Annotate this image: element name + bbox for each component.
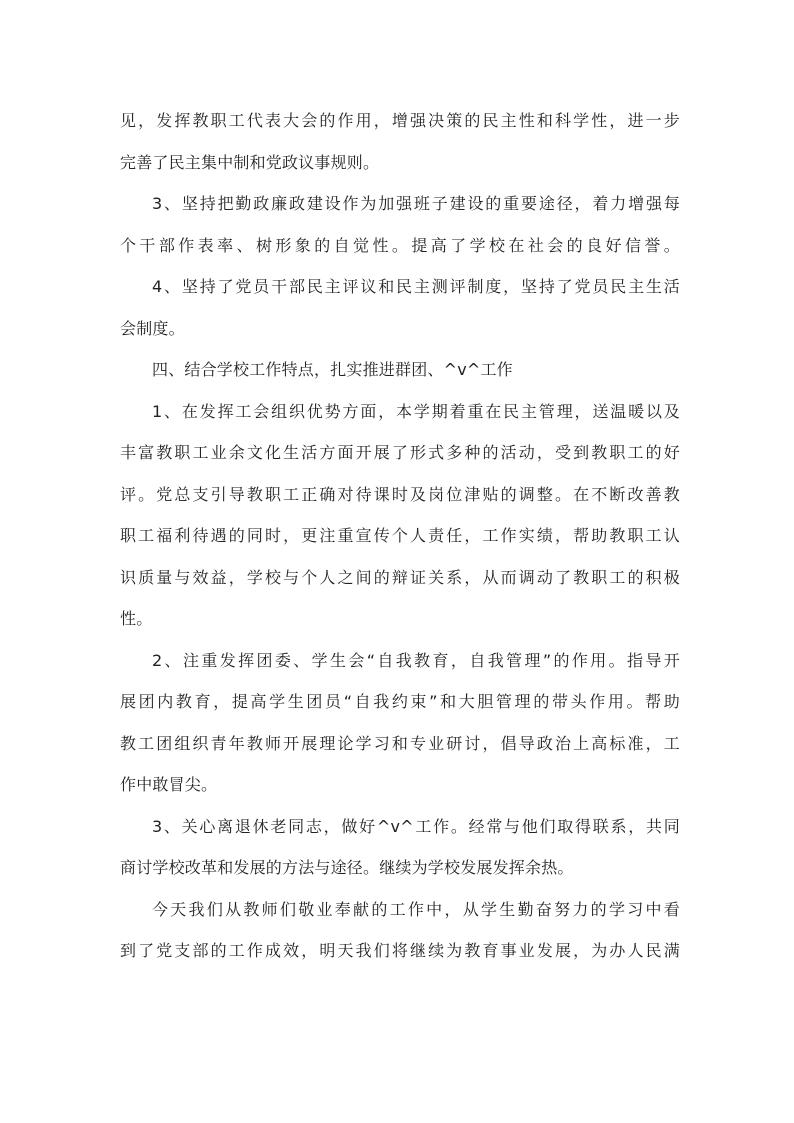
text-line: 1、在发挥工会组织优势方面，本学期着重在民主管理，送温暖以及: [152, 401, 680, 421]
text-line: 到了党支部的工作成效，明天我们将继续为教育事业发展，为办人民满: [120, 941, 680, 960]
text-line: 作中敢冒尖。: [120, 775, 218, 794]
text-line: 3、关心离退休老同志，做好^v^工作。经常与他们取得联系，共同: [152, 816, 680, 836]
text-line: 评。党总支引导教职工正确对待课时及岗位津贴的调整。在不断改善教: [120, 484, 680, 504]
document-body: [120, 100, 680, 972]
text-line: 会制度。: [120, 318, 185, 338]
text-line: 完善了民主集中制和党政议事规则。: [120, 152, 380, 172]
text-line: 今天我们从教师们敬业奉献的工作中，从学生勤奋努力的学习中看: [152, 899, 680, 919]
text-line: 4、坚持了党员干部民主评议和民主测评制度，坚持了党员民主生活: [152, 277, 680, 296]
text-line: 商讨学校改革和发展的方法与途径。继续为学校发展发挥余热。: [120, 858, 574, 877]
text-line: 2、注重发挥团委、学生会“自我教育，自我管理”的作用。指导开: [152, 650, 680, 670]
text-line: 展团内教育，提高学生团员“自我约束”和大胆管理的带头作用。帮助: [120, 692, 680, 711]
text-line: 性。: [120, 609, 153, 628]
text-line: 丰富教职工业余文化生活方面开展了形式多种的活动，受到教职工的好: [120, 443, 680, 462]
text-line: 3、坚持把勤政廉政建设作为加强班子建设的重要途径，着力增强每: [152, 194, 680, 213]
text-line: 职工福利待遇的同时，更注重宣传个人责任，工作实绩，帮助教职工认: [120, 526, 680, 545]
text-line: 见，发挥教职工代表大会的作用，增强决策的民主性和科学性，进一步: [120, 111, 680, 130]
text-line: 识质量与效益，学校与个人之间的辩证关系，从而调动了教职工的积极: [120, 567, 680, 587]
text-line: 个干部作表率、树形象的自觉性。提高了学校在社会的良好信誉。: [120, 235, 680, 255]
text-line: 教工团组织青年教师开展理论学习和专业研讨，倡导政治上高标准，工: [120, 733, 680, 753]
text-line: 四、结合学校工作特点，扎实推进群团、^v^工作: [152, 360, 513, 379]
